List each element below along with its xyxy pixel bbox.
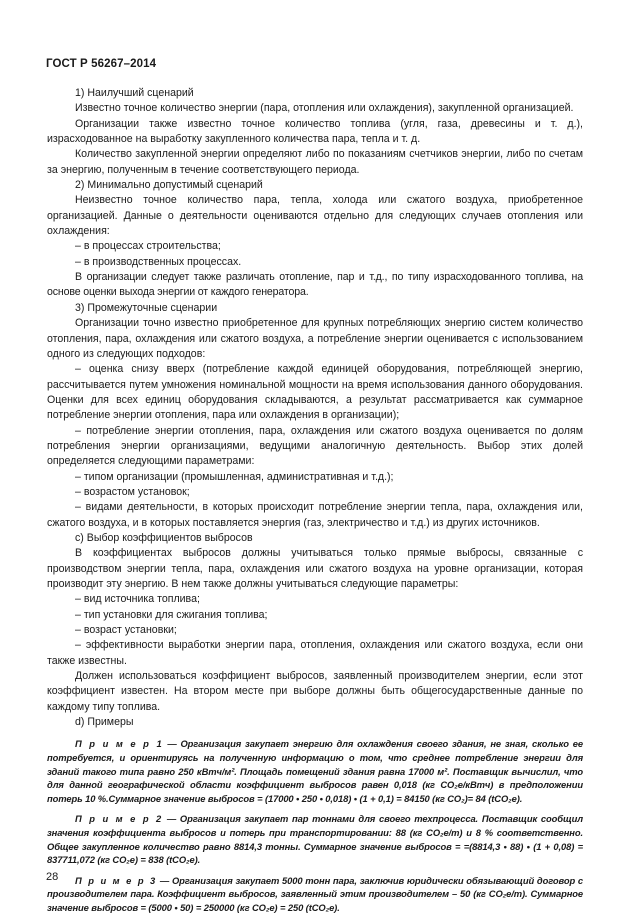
example-text: — Организация закупает пар тоннами для своего техпроцесса. Поставщик сообщил значения коэффициента выбросов и потерь при транспортировании: 88 (кг CO₂е/т) и 8 % соответственно. Общее закупленное количество равно 8814,3 тонны. Суммарное значение выбросов = =(8814,3 • 88) • (1 + 0,08) = 837711,072 (кг CO₂е) = 838 (tCO₂е). xyxy=(47,813,583,866)
example-1 xyxy=(47,737,583,805)
scenario-heading: 3) Промежуточные сценарии xyxy=(75,301,218,314)
paragraph: Организации также известно точное количество топлива (угля, газа, древесины и т. д.), израсходованное на выработку закупленного количества пара, тепла и т. д. xyxy=(47,117,583,146)
list-item: – тип установки для сжигания топлива; xyxy=(75,608,268,621)
list-item: – оценка снизу вверх (потребление каждой единицей оборудования, потребляющей энергию, рассчитывается путем умножения номинальной мощности на время использования данного оборудования. Оценки для всех единиц оборудования складываются, а результат рассматривается как суммарное потребление энергии отопления, пара или охлаждения в организации); xyxy=(47,363,583,422)
list-item: – видами деятельности, в которых происходит потребление энергии тепла, пара, охлаждения или, сжатого воздуха, и в которых поставляется энергия (газ, электричество и т.д.) из других источников. xyxy=(47,501,583,529)
section-heading: d) Примеры xyxy=(75,716,134,729)
paragraph: Неизвестно точное количество пара, тепла, холода или сжатого воздуха, приобретенное организацией. Данные о деятельности оцениваются отдельно для следующих случаев отопления или охлаждения: xyxy=(47,194,583,238)
list-item: – возраст установки; xyxy=(75,624,177,637)
section-heading: c) Выбор коэффициентов выбросов xyxy=(75,531,253,544)
list-item: – вид источника топлива; xyxy=(75,593,200,606)
document-header: ГОСТ Р 56267–2014 xyxy=(46,58,157,70)
document-body xyxy=(47,86,583,915)
example-2 xyxy=(47,812,583,866)
list-item: – возрастом установок; xyxy=(75,485,190,498)
paragraph: Организации точно известно приобретенное для крупных потребляющих энергию систем количество отопления, пара, охлаждения или сжатого воздуха, а потребление энергии оценивается с использованием одного из следующих подходов: xyxy=(47,317,583,360)
example-text: — Организация закупает 5000 тонн пара, заключив юридически обязывающий договор с производителем пара. Коэффициент выбросов, заявленный этим производителем – 50 (кг CO₂е/т). Суммарное значение выбросов = (5000 • 50) = 250000 (кг CO₂е) = 250 (tCO₂е). xyxy=(47,874,583,913)
list-item: – эффективности выработки энергии пара, отопления, охлаждения или сжатого воздуха, если они также известны. xyxy=(47,639,583,667)
list-item: – типом организации (промышленная, административная и т.д.); xyxy=(75,470,394,483)
scenario-heading: 1) Наилучший сценарий xyxy=(75,87,194,99)
paragraph: Должен использоваться коэффициент выбросов, заявленный производителем энергии, если этот коэффициент известен. На втором месте при выборе должны быть общегосударственные данные по каждому типу топлива. xyxy=(47,670,583,713)
paragraph: Известно точное количество энергии (пара, отопления или охлаждения), закупленной организацией. xyxy=(75,102,574,115)
list-item: – в процессах строительства; xyxy=(75,240,221,253)
paragraph: В коэффициентах выбросов должны учитываться только прямые выбросы, связанные с производством энергии тепла, пара, охлаждения или сжатого воздуха на уровне организации, которая производит эту энергию. В нем также должны учитываться следующие параметры: xyxy=(47,547,583,590)
paragraph: В организации следует также различать отопление, пар и т.д., по типу израсходованного топлива, на основе оценки выхода энергии от каждого генератора. xyxy=(47,271,583,299)
example-label: П р и м е р 3 xyxy=(75,874,158,886)
paragraph: Количество закупленной энергии определяют либо по показаниям счетчиков энергии, либо по счетам за энергию, полученным в течение соответствующего периода. xyxy=(47,148,583,176)
list-item: – потребление энергии отопления, пара, охлаждения или сжатого воздуха оценивается по долям потребления энергии организациями, ведущими аналогичную деятельность. Выбор этих долей определяется следующими параметрами: xyxy=(47,424,583,468)
scenario-heading: 2) Минимально допустимый сценарий xyxy=(75,179,263,192)
example-3 xyxy=(47,874,583,915)
page-number: 28 xyxy=(46,871,59,883)
list-item: – в производственных процессах. xyxy=(75,255,242,268)
example-text: — Организация закупает энергию для охлаждения своего здания, не зная, сколько ее потребуется, и ориентируясь на полученную информацию о том, что среднее потребление энергии для зданий такого типа равно 250 кВтч/м². Площадь помещений здания равна 17000 м². Поставщик вычислил, что для данной географической области коэффициент выбросов равен 0,018 (кг CO₂е/кВтч) в предположении потерь 10 %.Суммарное значение выбросов = (17000 • 250 • 0,018) • (1 + 0,1) = 84150 (кг CO₂)= 84 (tCO₂е). xyxy=(47,738,583,804)
example-label: П р и м е р 1 xyxy=(75,738,164,750)
example-label: П р и м е р 2 xyxy=(75,813,164,825)
